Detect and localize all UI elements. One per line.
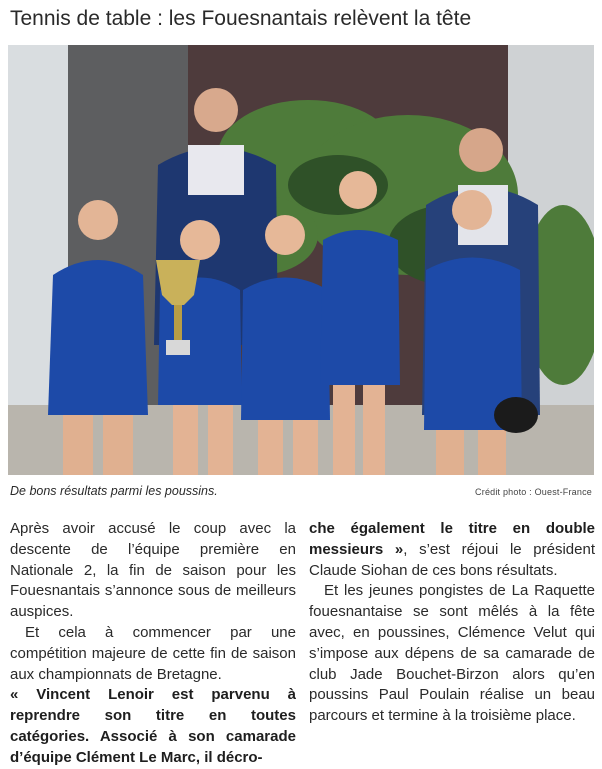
paragraph	[10, 685, 296, 768]
paragraph: Et cela à commencer par une compétition majeure de cette fin de saison aux championnats de Bretagne.	[10, 623, 296, 683]
paragraph-text: , s’est réjoui le président Claude Siohan de ces bons résultats.	[309, 540, 595, 579]
quote-text: che également le titre en double messieurs »	[309, 520, 595, 558]
article-headline: Tennis de table : les Fouesnantais relèvent la tête	[10, 7, 472, 30]
paragraph: Et les jeunes pongistes de La Raquette fouesnantaise se sont mêlés à la fête avec, en poussines, Clémence Velut qui s’impose aux dépens de sa camarade de club Jade Bouchet-Birzon alors qu’en poussins Paul Poulain réalise un beau parcours et termine à la troisième place.	[309, 582, 595, 725]
photo-caption: De bons résultats parmi les poussins.	[10, 484, 218, 498]
article-column-left	[10, 519, 296, 769]
article-column-right	[309, 519, 595, 727]
team-photo	[8, 45, 594, 475]
photo-credit: Crédit photo : Ouest-France	[475, 487, 592, 497]
paragraph	[309, 519, 595, 581]
quote-text: « Vincent Lenoir est parvenu à reprendre son titre en toutes catégories. Associé à son camarade d’équipe Clément Le Marc, il décro-	[10, 686, 296, 766]
paragraph: Après avoir accusé le coup avec la descente de l’équipe première en Nationale 2, la fin de saison pour les Fouesnantais s’annonce sous de meilleurs auspices.	[10, 520, 296, 621]
